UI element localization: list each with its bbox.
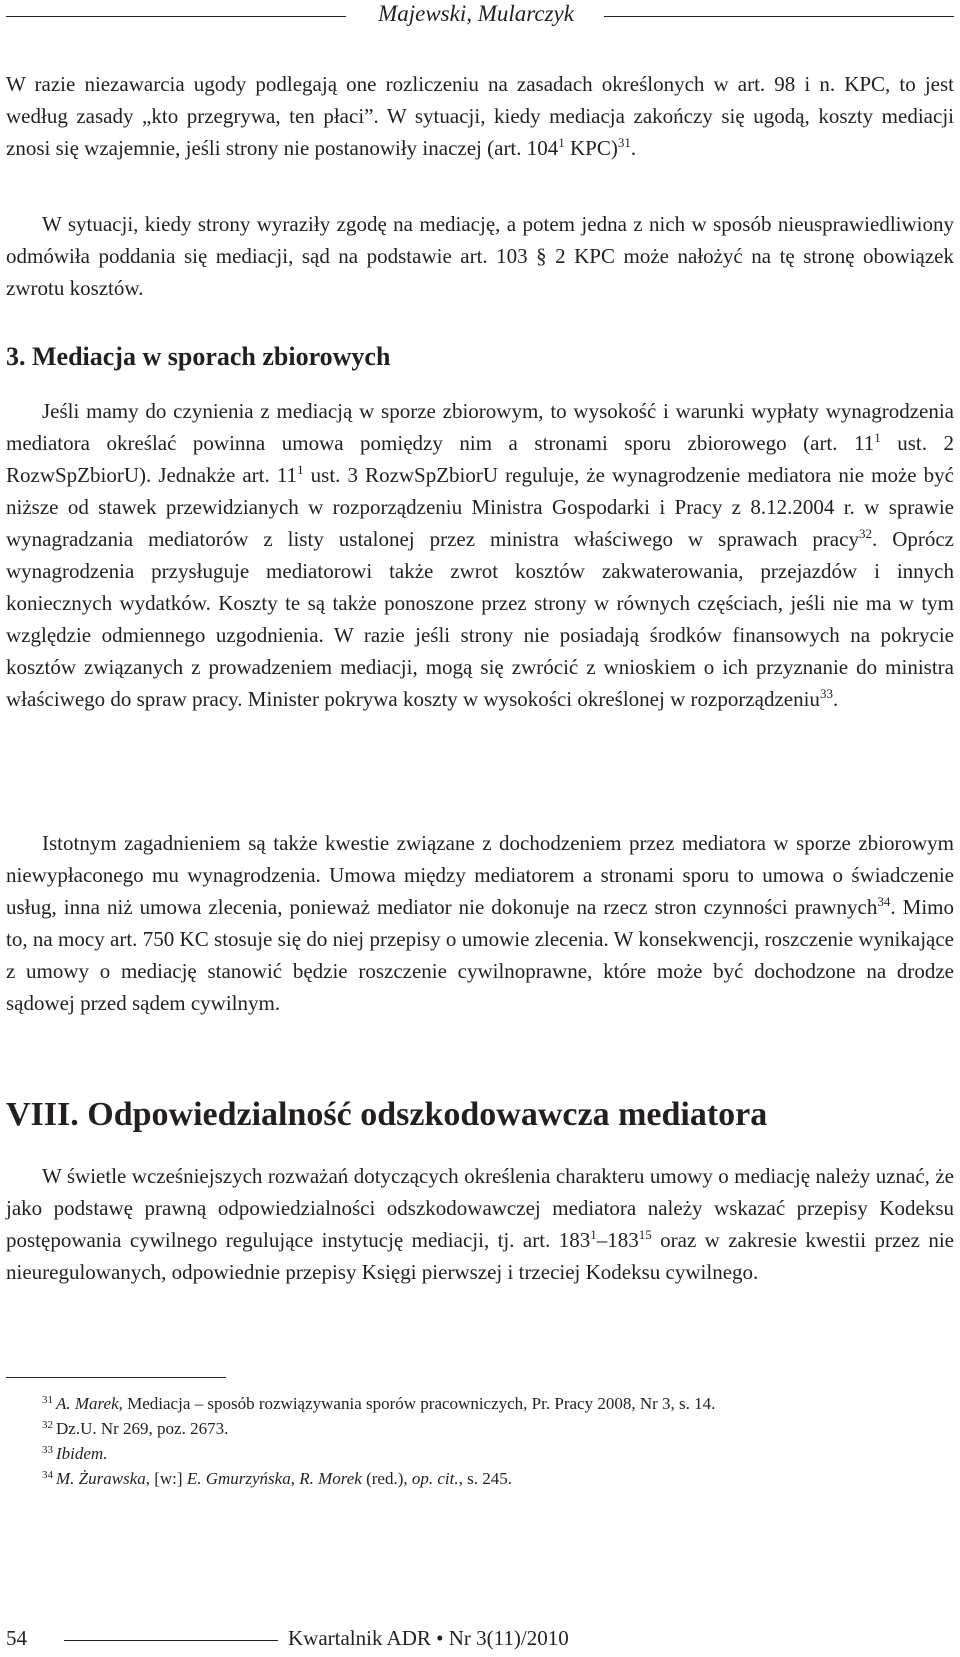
footnote-text: , Mediacja – sposób rozwiązywania sporów pracowniczych, Pr. Pracy 2008, Nr 3, s. 14.	[118, 1394, 716, 1413]
paragraph-5	[6, 1160, 954, 1288]
superscript-1: 1	[874, 430, 881, 445]
footnote-ref-32[interactable]: 32	[858, 526, 872, 541]
superscript-15: 15	[638, 1227, 652, 1242]
paragraph-1-text-c: .	[630, 136, 637, 160]
running-head	[0, 0, 960, 30]
footer-rule	[64, 1640, 278, 1641]
running-head-rule-left	[6, 16, 346, 17]
superscript-1: 1	[558, 135, 565, 150]
section-3-title: 3. Mediacja w sporach zbiorowych	[6, 342, 391, 371]
footnote-number: 31	[42, 1394, 53, 1406]
running-head-authors: Majewski, Mularczyk	[378, 1, 574, 26]
footnote-32	[42, 1416, 942, 1441]
footnote-separator	[6, 1377, 226, 1378]
journal-title: Kwartalnik ADR • Nr 3(11)/2010	[288, 1626, 569, 1650]
footnote-author: A. Marek	[56, 1394, 119, 1413]
paragraph-1	[6, 68, 954, 164]
paragraph-4-text-a: Istotnym zagadnieniem są także kwestie związane z dochodzeniem przez mediatora w sporze zbiorowym niewypłaconego mu wynagrodzenia. Umowa między mediatorem a stronami sporu to umowa o świadczenie usług, inna niż umowa zlecenia, ponieważ mediator nie dokonuje na rzecz stron czynności prawnych	[6, 831, 954, 919]
paragraph-3-block	[6, 395, 954, 715]
paragraph-3-text-d: . Oprócz wynagrodzenia przysługuje mediatorowi także zwrot kosztów zakwaterowania, przejazdów i innych koniecznych wydatków. Koszty te są także ponoszone przez strony w równych częściach, jeśli nie ma w tym względzie odmiennego uzgodnienia. W razie jeśli strony nie posiadają środków finansowych na pokrycie kosztów związanych z prowadzeniem mediacji, mogą się zwrócić z wnioskiem o ich przyznanie do ministra właściwego do spraw pracy. Minister pokrywa koszty w wysokości określonej w rozporządzeniu	[6, 527, 954, 711]
footnotes	[42, 1391, 942, 1491]
page-number: 54	[6, 1626, 27, 1650]
footnote-text: ,	[290, 1469, 300, 1488]
paragraph-4	[6, 827, 954, 1019]
paragraph-5-block	[6, 1160, 954, 1288]
paragraph-4-block	[6, 827, 954, 1019]
paragraph-1-text-b: KPC)	[564, 136, 618, 160]
footnote-34	[42, 1466, 942, 1491]
paragraph-2: W sytuacji, kiedy strony wyraziły zgodę na mediację, a potem jedna z nich w sposób nieusprawiedliwiony odmówiła poddania się mediacji, sąd na podstawie art. 103 § 2 KPC może nałożyć na tę stronę obowiązek zwrotu kosztów.	[6, 212, 954, 300]
footnote-number: 33	[42, 1444, 53, 1456]
running-head-rule-right	[604, 16, 954, 17]
paragraph-4-text-b: . Mimo to, na mocy art. 750 KC stosuje się do niej przepisy o umowie zlecenia. W konsekwencji, roszczenie wynikające z umowy o mediację stanowić będzie roszczenie cywilnoprawne, które może być dochodzone na drodze sądowej przed sądem cywilnym.	[6, 895, 954, 1015]
footnote-text: Ibidem.	[56, 1444, 108, 1463]
footnote-author: M. Żurawska	[56, 1469, 146, 1488]
footnote-number: 32	[42, 1419, 53, 1431]
page-footer	[0, 1626, 960, 1654]
paragraph-5-text-b: –183	[596, 1228, 639, 1252]
superscript-1: 1	[297, 462, 304, 477]
footnote-ref-33[interactable]: 33	[819, 686, 833, 701]
footnote-text: , s. 245.	[458, 1469, 512, 1488]
paragraph-3-text-a: Jeśli mamy do czynienia z mediacją w sporze zbiorowym, to wysokość i warunki wypłaty wynagrodzenia mediatora określać powinna umowa pomiędzy nim a stronami sporu zbiorowego (art. 11	[6, 399, 954, 455]
footnote-opcit: op. cit.	[411, 1469, 459, 1488]
footnote-author: R. Morek	[299, 1469, 362, 1488]
superscript-1: 1	[590, 1227, 597, 1242]
paragraph-1-block	[6, 68, 954, 164]
footnote-number: 34	[42, 1469, 53, 1481]
paragraph-3-text-c: ust. 3 RozwSpZbiorU reguluje, że wynagrodzenie mediatora nie może być niższe od stawek przewidzianych w rozporządzeniu Ministra Gospodarki i Pracy z 8.12.2004 r. w sprawie wynagradzania mediatorów z listy ustalonej przez ministra właściwego w sprawach pracy	[6, 463, 955, 551]
footnote-text: , [w:]	[145, 1469, 187, 1488]
footnote-ref-31[interactable]: 31	[617, 135, 631, 150]
paragraph-3-text-b: ust. 2 RozwSpZbiorU). Jednakże art. 11	[6, 431, 955, 487]
footnote-ref-34[interactable]: 34	[877, 894, 891, 909]
paragraph-3	[6, 395, 954, 715]
footnote-text: Dz.U. Nr 269, poz. 2673.	[56, 1419, 229, 1438]
footnote-author: E. Gmurzyńska	[186, 1469, 291, 1488]
footnote-31	[42, 1391, 942, 1416]
paragraph-3-text-e: .	[832, 687, 839, 711]
paragraph-1-text-a: W razie niezawarcia ugody podlegają one rozliczeniu na zasadach określonych w art. 98 i n. KPC, to jest według zasady „kto przegrywa, ten płaci”. W sytuacji, kiedy mediacja zakończy się ugodą, koszty mediacji znosi się wzajemnie, jeśli strony nie postanowiły inaczej (art. 104	[6, 72, 954, 160]
footnote-33	[42, 1441, 942, 1466]
chapter-8-title: VIII. Odpowiedzialność odszkodowawcza mediatora	[6, 1096, 768, 1133]
paragraph-5-text-a: W świetle wcześniejszych rozważań dotyczących określenia charakteru umowy o mediację należy uznać, że jako podstawę prawną odpowiedzialności odszkodowawczej mediatora należy wskazać przepisy Kodeksu postępowania cywilnego regulujące instytucję mediacji, tj. art. 183	[6, 1164, 954, 1252]
footnote-text: (red.),	[361, 1469, 412, 1488]
paragraph-2-block	[6, 208, 954, 304]
paragraph-5-text-c: oraz w zakresie kwestii przez nie nieuregulowanych, odpowiednie przepisy Księgi pierwszej i trzeciej Kodeksu cywilnego.	[6, 1228, 954, 1284]
